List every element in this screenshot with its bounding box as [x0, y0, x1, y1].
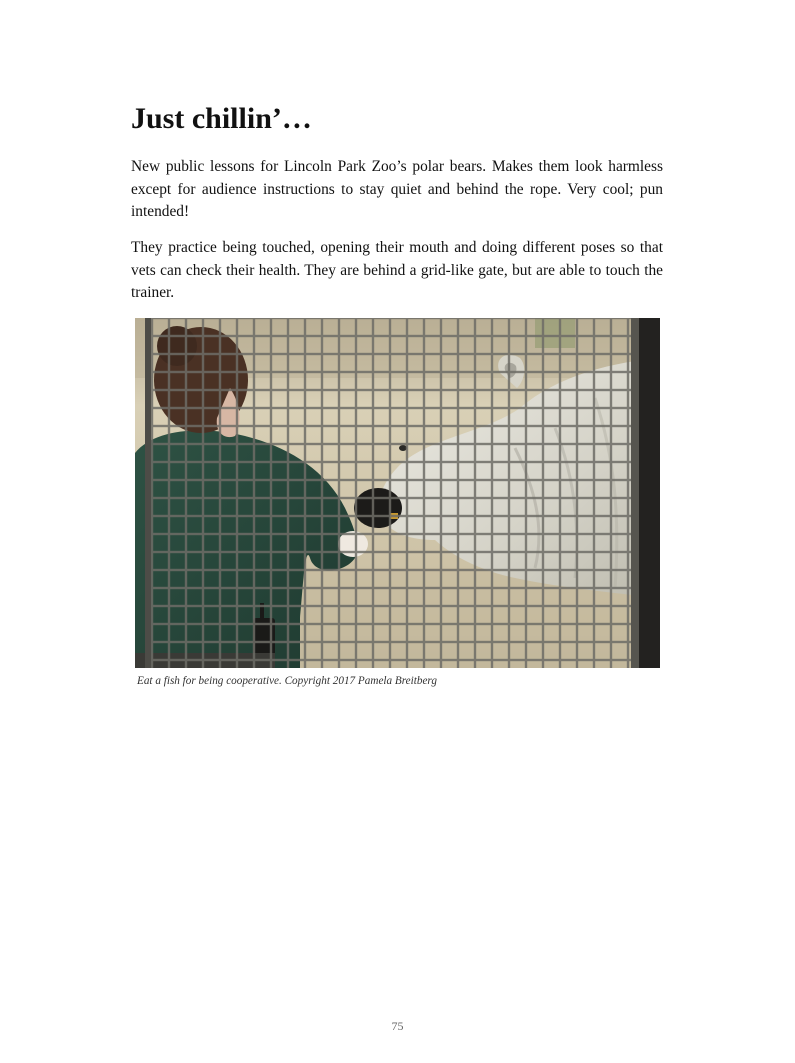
mesh-gate [147, 318, 637, 668]
body-paragraph-1: New public lessons for Lincoln Park Zoo’s polar bears. Makes them look harmless except for audience instructions to stay quiet and behind the rope. Very cool; pun intended! [131, 158, 663, 220]
photo-caption: Eat a fish for being cooperative. Copyright 2017 Pamela Breitberg [137, 675, 437, 687]
body-paragraph-2: They practice being touched, opening their mouth and doing different poses so that vets can check their health. They are behind a grid-like gate, but are able to touch the trainer. [131, 239, 663, 301]
photo-keeper-feeding-polar-bear [135, 318, 660, 668]
page-number: 75 [391, 1019, 404, 1033]
page-title: Just chillin’… [131, 102, 312, 135]
gate-frame [639, 318, 660, 668]
